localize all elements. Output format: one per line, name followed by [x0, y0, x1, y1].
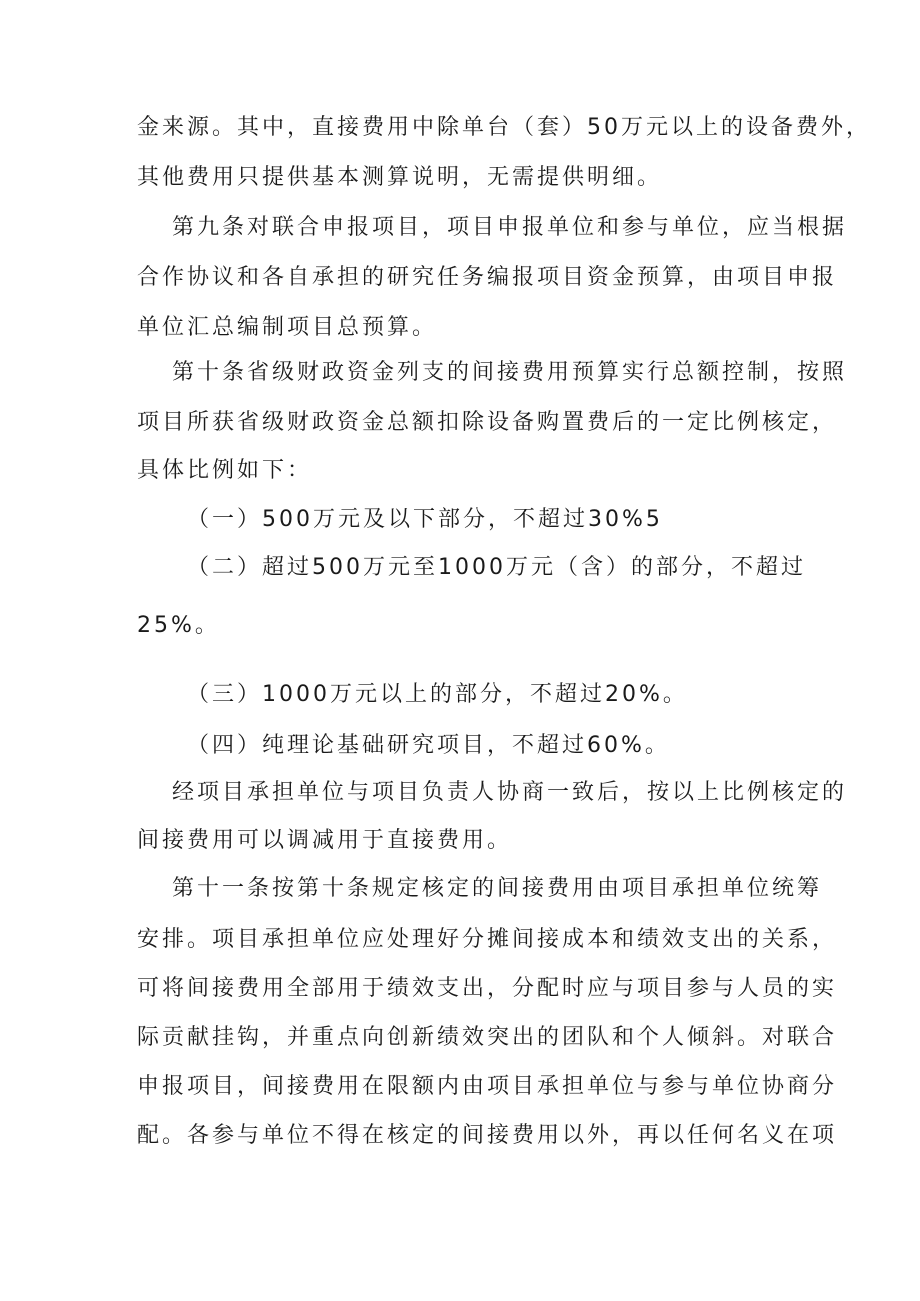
- list-item-1: （一）500万元及以下部分，不超过30%5: [187, 507, 663, 532]
- text-line-1: 金来源。其中，直接费用中除单台（套）50万元以上的设备费外，: [137, 115, 871, 140]
- article-11-line-3: 可将间接费用全部用于绩效支出，分配时应与项目参与人员的实: [137, 976, 838, 1001]
- article-11-line-4: 际贡献挂钩，并重点向创新绩效突出的团队和个人倾斜。对联合: [137, 1025, 838, 1050]
- article-11-line-1: 第十一条按第十条规定核定的间接费用由项目承担单位统筹: [172, 876, 823, 901]
- article-9-line-3: 单位汇总编制项目总预算。: [137, 315, 438, 340]
- list-item-2-line-1: （二）超过500万元至1000万元（含）的部分，不超过: [187, 555, 806, 580]
- article-10-line-1: 第十条省级财政资金列支的间接费用预算实行总额控制，按照: [172, 360, 848, 385]
- list-item-2-line-2: 25%。: [137, 613, 220, 638]
- article-10-line-2: 项目所获省级财政资金总额扣除设备购置费后的一定比例核定，: [137, 410, 838, 435]
- list-item-4: （四）纯理论基础研究项目，不超过60%。: [187, 733, 670, 758]
- article-10-line-3: 具体比例如下：: [137, 458, 313, 483]
- article-11-line-2: 安排。项目承担单位应处理好分摊间接成本和绩效支出的关系，: [137, 927, 838, 952]
- adjustment-line-1: 经项目承担单位与项目负责人协商一致后，按以上比例核定的: [172, 780, 848, 805]
- article-9-line-1: 第九条对联合申报项目，项目申报单位和参与单位，应当根据: [172, 215, 848, 240]
- article-9-line-2: 合作协议和各自承担的研究任务编报项目资金预算，由项目申报: [137, 265, 838, 290]
- article-11-line-6: 配。各参与单位不得在核定的间接费用以外，再以任何名义在项: [137, 1123, 838, 1148]
- list-item-3: （三）1000万元以上的部分，不超过20%。: [187, 682, 688, 707]
- adjustment-line-2: 间接费用可以调减用于直接费用。: [137, 828, 513, 853]
- text-line-2: 其他费用只提供基本测算说明，无需提供明细。: [137, 165, 663, 190]
- article-11-line-5: 申报项目，间接费用在限额内由项目承担单位与参与单位协商分: [137, 1074, 838, 1099]
